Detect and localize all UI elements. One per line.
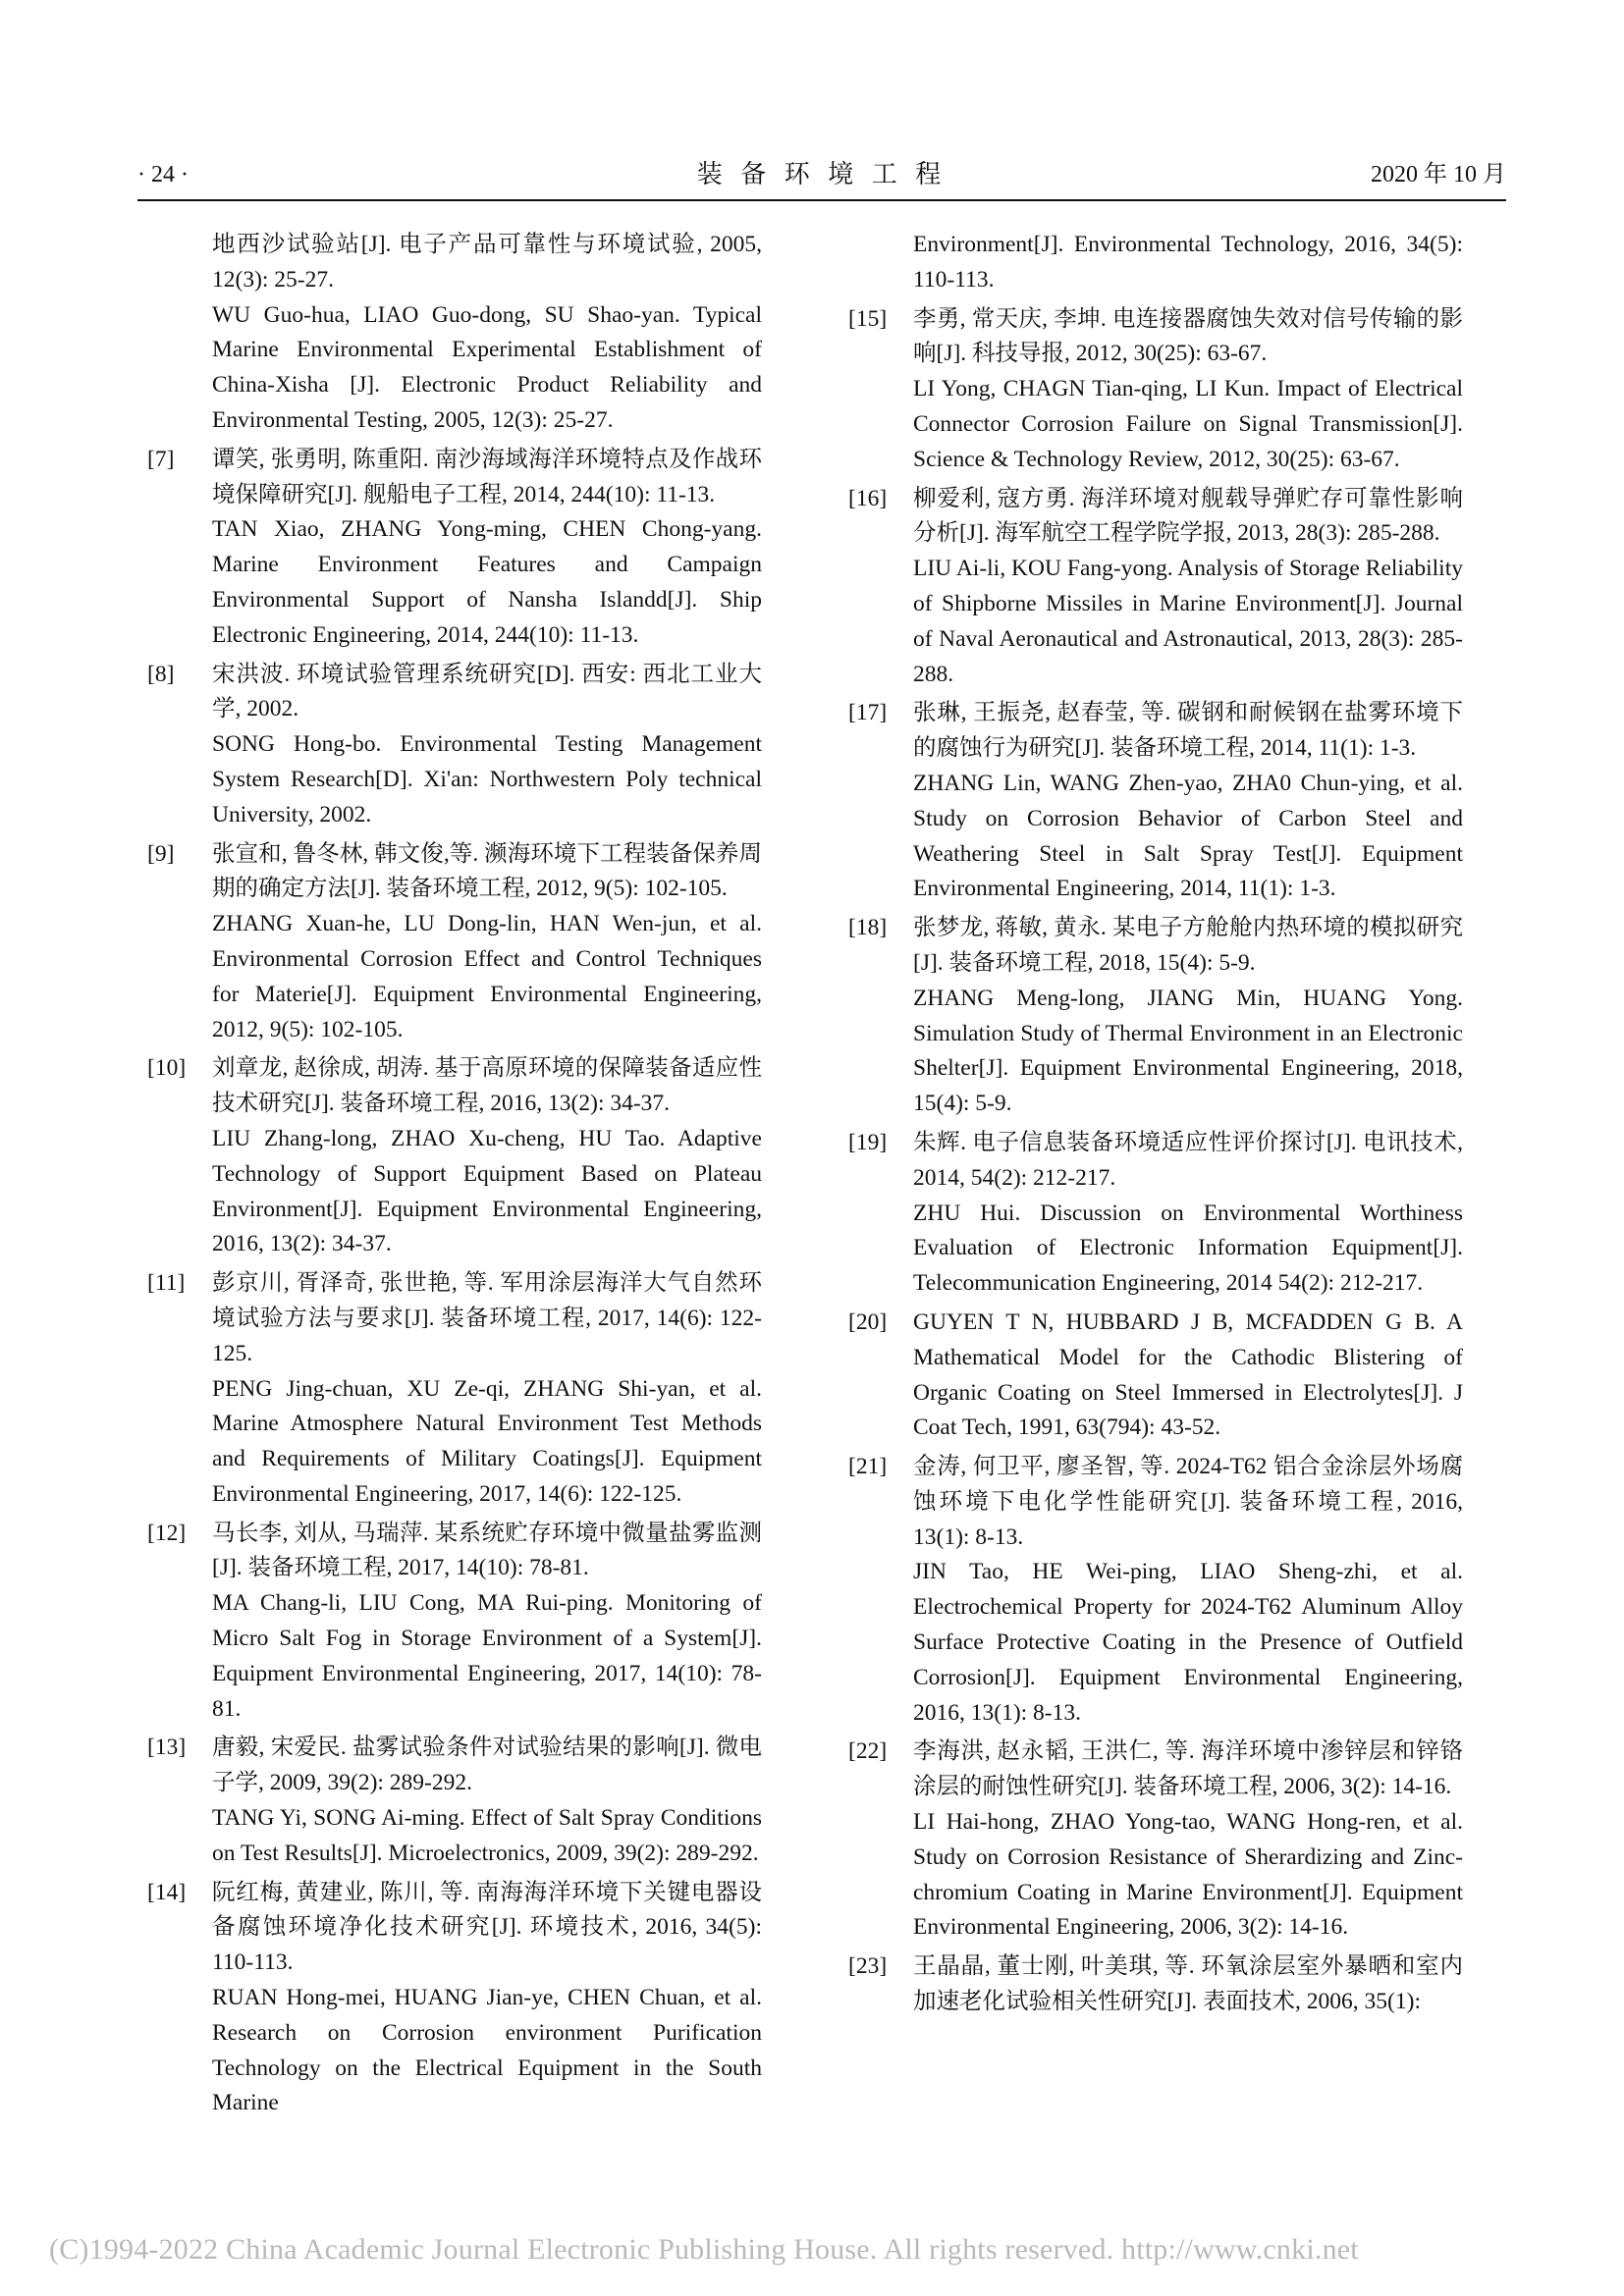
reference-entry <box>846 482 1463 693</box>
reference-entry <box>145 443 762 654</box>
reference-entry <box>145 658 762 833</box>
reference-text-english: GUYEN T N, HUBBARD J B, MCFADDEN G B. A Mathematical Model for the Cathodic Blistering of Organic Coating on Steel Immersed in Electrolytes[J]. J Coat Tech, 1991, 63(794): 43-52. <box>913 1308 1463 1441</box>
reference-text-english: LI Hai-hong, ZHAO Yong-tao, WANG Hong-ren, et al. Study on Corrosion Resistance of Sherardizing and Zinc-chromium Coating in Marine Environment[J]. Equipment Environmental Engineering, 2006, 3(2): 14-16. <box>913 1809 1463 1941</box>
reference-text-chinese: 张梦龙, 蒋敏, 黄永. 某电子方舱舱内热环境的模拟研究[J]. 装备环境工程, 2018, 15(4): 5-9. <box>913 915 1463 976</box>
reference-number: [8] <box>147 661 175 687</box>
reference-text-chinese: 地西沙试验站[J]. 电子产品可靠性与环境试验, 2005, 12(3): 25-27. <box>212 232 762 293</box>
reference-text-chinese: 宋洪波. 环境试验管理系统研究[D]. 西安: 西北工业大学, 2002. <box>212 661 762 722</box>
reference-number: [11] <box>147 1270 186 1297</box>
reference-number: [9] <box>147 840 175 867</box>
issue-date: 2020 年 10 月 <box>1371 162 1506 187</box>
reference-text-english: TANG Yi, SONG Ai-ming. Effect of Salt Spray Conditions on Test Results[J]. Microelectronics, 2009, 39(2): 289-292. <box>212 1805 762 1866</box>
reference-entry <box>145 837 762 1048</box>
reference-text-english: ZHANG Lin, WANG Zhen-yao, ZHA0 Chun-ying, et al. Study on Corrosion Behavior of Carbon Steel and Weathering Steel in Salt Spray Test[J]. Equipment Environmental Engineering, 2014, 11(1): 1-3. <box>913 770 1463 902</box>
journal-title: 装 备 环 境 工 程 <box>696 160 947 188</box>
reference-entry <box>846 1450 1463 1731</box>
reference-entry <box>145 1731 762 1871</box>
page-number: · 24 · <box>137 162 189 187</box>
reference-number: [14] <box>147 1879 187 1905</box>
reference-text-chinese: 金涛, 何卫平, 廖圣智, 等. 2024-T62 铝合金涂层外场腐蚀环境下电化学性能研究[J]. 装备环境工程, 2016, 13(1): 8-13. <box>913 1454 1463 1550</box>
reference-text-chinese: 唐毅, 宋爱民. 盐雾试验条件对试验结果的影响[J]. 微电子学, 2009, 39(2): 289-292. <box>212 1735 762 1796</box>
page-header <box>137 155 1506 194</box>
reference-number: [19] <box>848 1129 888 1155</box>
reference-text-chinese: 阮红梅, 黄建业, 陈川, 等. 南海海洋环境下关键电器设备腐蚀环境净化技术研究[J]. 环境技术, 2016, 34(5): 110-113. <box>212 1879 762 1976</box>
reference-text-english: ZHU Hui. Discussion on Environmental Worthiness Evaluation of Electronic Information Equipment[J]. Telecommunication Engineering, 2014 54(2): 212-217. <box>913 1200 1463 1297</box>
reference-entry <box>846 1949 1463 2020</box>
reference-text-english: PENG Jing-chuan, XU Ze-qi, ZHANG Shi-yan, et al. Marine Atmosphere Natural Environment Test Methods and Requirements of Military Coatings[J]. Equipment Environmental Engineering, 2017, 14(6): 122-125. <box>212 1375 762 1507</box>
reference-text-english: LI Yong, CHAGN Tian-qing, LI Kun. Impact of Electrical Connector Corrosion Failure on Signal Transmission[J]. Science & Technology Review, 2012, 30(25): 63-67. <box>913 376 1463 472</box>
reference-text-chinese: 彭京川, 胥泽奇, 张世艳, 等. 军用涂层海洋大气自然环境试验方法与要求[J]. 装备环境工程, 2017, 14(6): 122-125. <box>212 1270 762 1366</box>
reference-number: [7] <box>147 446 175 472</box>
reference-text-english: Environment[J]. Environmental Technology, 2016, 34(5): 110-113. <box>913 232 1463 293</box>
reference-entry <box>145 1876 762 2122</box>
reference-number: [22] <box>848 1738 888 1765</box>
references-left-column <box>145 228 762 2125</box>
reference-text-chinese: 朱辉. 电子信息装备环境适应性评价探讨[J]. 电讯技术, 2014, 54(2): 212-217. <box>913 1129 1463 1191</box>
reference-number: [10] <box>147 1055 187 1082</box>
reference-text-chinese: 柳爱利, 寇方勇. 海洋环境对舰载导弹贮存可靠性影响分析[J]. 海军航空工程学院学报, 2013, 28(3): 285-288. <box>913 485 1463 547</box>
reference-text-chinese: 马长李, 刘从, 马瑞萍. 某系统贮存环境中微量盐雾监测[J]. 装备环境工程, 2017, 14(10): 78-81. <box>212 1520 762 1581</box>
reference-number: [21] <box>848 1454 888 1480</box>
reference-number: [15] <box>848 305 888 332</box>
reference-entry <box>145 1051 762 1262</box>
reference-entry <box>846 302 1463 478</box>
reference-entry <box>846 696 1463 907</box>
reference-entry <box>145 1517 762 1728</box>
reference-text-english: WU Guo-hua, LIAO Guo-dong, SU Shao-yan. Typical Marine Environmental Experimental Establishment of China-Xisha [J]. Electronic Product Reliability and Environmental Testing, 2005, 12(3): 25-27. <box>212 301 762 433</box>
reference-text-english: TAN Xiao, ZHANG Yong-ming, CHEN Chong-yang. Marine Environment Features and Campaign Environmental Support of Nansha Islandd[J]. Ship Electronic Engineering, 2014, 244(10): 11-13. <box>212 516 762 648</box>
reference-number: [13] <box>147 1735 187 1761</box>
reference-text-chinese: 张琳, 王振尧, 赵春莹, 等. 碳钢和耐候钢在盐雾环境下的腐蚀行为研究[J]. 装备环境工程, 2014, 11(1): 1-3. <box>913 700 1463 762</box>
reference-text-chinese: 李勇, 常天庆, 李坤. 电连接器腐蚀失效对信号传输的影响[J]. 科技导报, 2012, 30(25): 63-67. <box>913 305 1463 367</box>
reference-text-english: JIN Tao, HE Wei-ping, LIAO Sheng-zhi, et al. Electrochemical Property for 2024-T62 Aluminum Alloy Surface Protective Coating in the Presence of Outfield Corrosion[J]. Equipment Environmental Engineering, 2016, 13(1): 8-13. <box>913 1559 1463 1726</box>
reference-text-english: RUAN Hong-mei, HUANG Jian-ye, CHEN Chuan, et al. Research on Corrosion environment Purification Technology on the Electrical Equipment in the South Marine <box>212 1985 762 2116</box>
reference-entry <box>846 1306 1463 1446</box>
reference-entry <box>846 1126 1463 1302</box>
reference-entry <box>145 228 762 439</box>
reference-entry <box>846 1735 1463 1946</box>
reference-text-chinese: 张宣和, 鲁冬林, 韩文俊,等. 濒海环境下工程装备保养周期的确定方法[J]. 装备环境工程, 2012, 9(5): 102-105. <box>212 840 762 902</box>
reference-text-chinese: 王晶晶, 董士刚, 叶美琪, 等. 环氧涂层室外暴晒和室内加速老化试验相关性研究[J]. 表面技术, 2006, 35(1): <box>913 1953 1463 2015</box>
reference-number: [23] <box>848 1953 888 1980</box>
reference-number: [17] <box>848 700 888 726</box>
reference-entry <box>846 911 1463 1122</box>
reference-text-chinese: 谭笑, 张勇明, 陈重阳. 南沙海域海洋环境特点及作战环境保障研究[J]. 舰船电子工程, 2014, 244(10): 11-13. <box>212 446 762 507</box>
reference-number: [12] <box>147 1520 187 1546</box>
reference-number: [18] <box>848 915 888 941</box>
reference-text-english: LIU Ai-li, KOU Fang-yong. Analysis of Storage Reliability of Shipborne Missiles in Marine Environment[J]. Journal of Naval Aeronautical and Astronautical, 2013, 28(3): 285-288. <box>913 556 1463 687</box>
reference-text-chinese: 刘章龙, 赵徐成, 胡涛. 基于高原环境的保障装备适应性技术研究[J]. 装备环境工程, 2016, 13(2): 34-37. <box>212 1055 762 1117</box>
reference-text-chinese: 李海洪, 赵永韬, 王洪仁, 等. 海洋环境中渗锌层和锌铬涂层的耐蚀性研究[J]. 装备环境工程, 2006, 3(2): 14-16. <box>913 1738 1463 1800</box>
copyright-footer: (C)1994-2022 China Academic Journal Electronic Publishing House. All rights reserved. http://www.cnki.net <box>49 2233 1359 2266</box>
reference-text-english: LIU Zhang-long, ZHAO Xu-cheng, HU Tao. Adaptive Technology of Support Equipment Based on Plateau Environment[J]. Equipment Environmental Engineering, 2016, 13(2): 34-37. <box>212 1125 762 1257</box>
header-rule <box>137 199 1506 201</box>
reference-text-english: ZHANG Xuan-he, LU Dong-lin, HAN Wen-jun, et al. Environmental Corrosion Effect and Control Techniques for Materie[J]. Equipment Environmental Engineering, 2012, 9(5): 102-105. <box>212 911 762 1042</box>
reference-number: [16] <box>848 485 888 511</box>
reference-text-english: SONG Hong-bo. Environmental Testing Management System Research[D]. Xi'an: Northwestern Poly technical University, 2002. <box>212 731 762 828</box>
reference-number: [20] <box>848 1308 888 1335</box>
reference-text-english: ZHANG Meng-long, JIANG Min, HUANG Yong. Simulation Study of Thermal Environment in an Electronic Shelter[J]. Equipment Environmental Engineering, 2018, 15(4): 5-9. <box>913 985 1463 1117</box>
reference-entry <box>846 228 1463 298</box>
references-right-column <box>846 228 1463 2024</box>
reference-entry <box>145 1266 762 1513</box>
reference-text-english: MA Chang-li, LIU Cong, MA Rui-ping. Monitoring of Micro Salt Fog in Storage Environment of a System[J]. Equipment Environmental Engineering, 2017, 14(10): 78-81. <box>212 1590 762 1722</box>
